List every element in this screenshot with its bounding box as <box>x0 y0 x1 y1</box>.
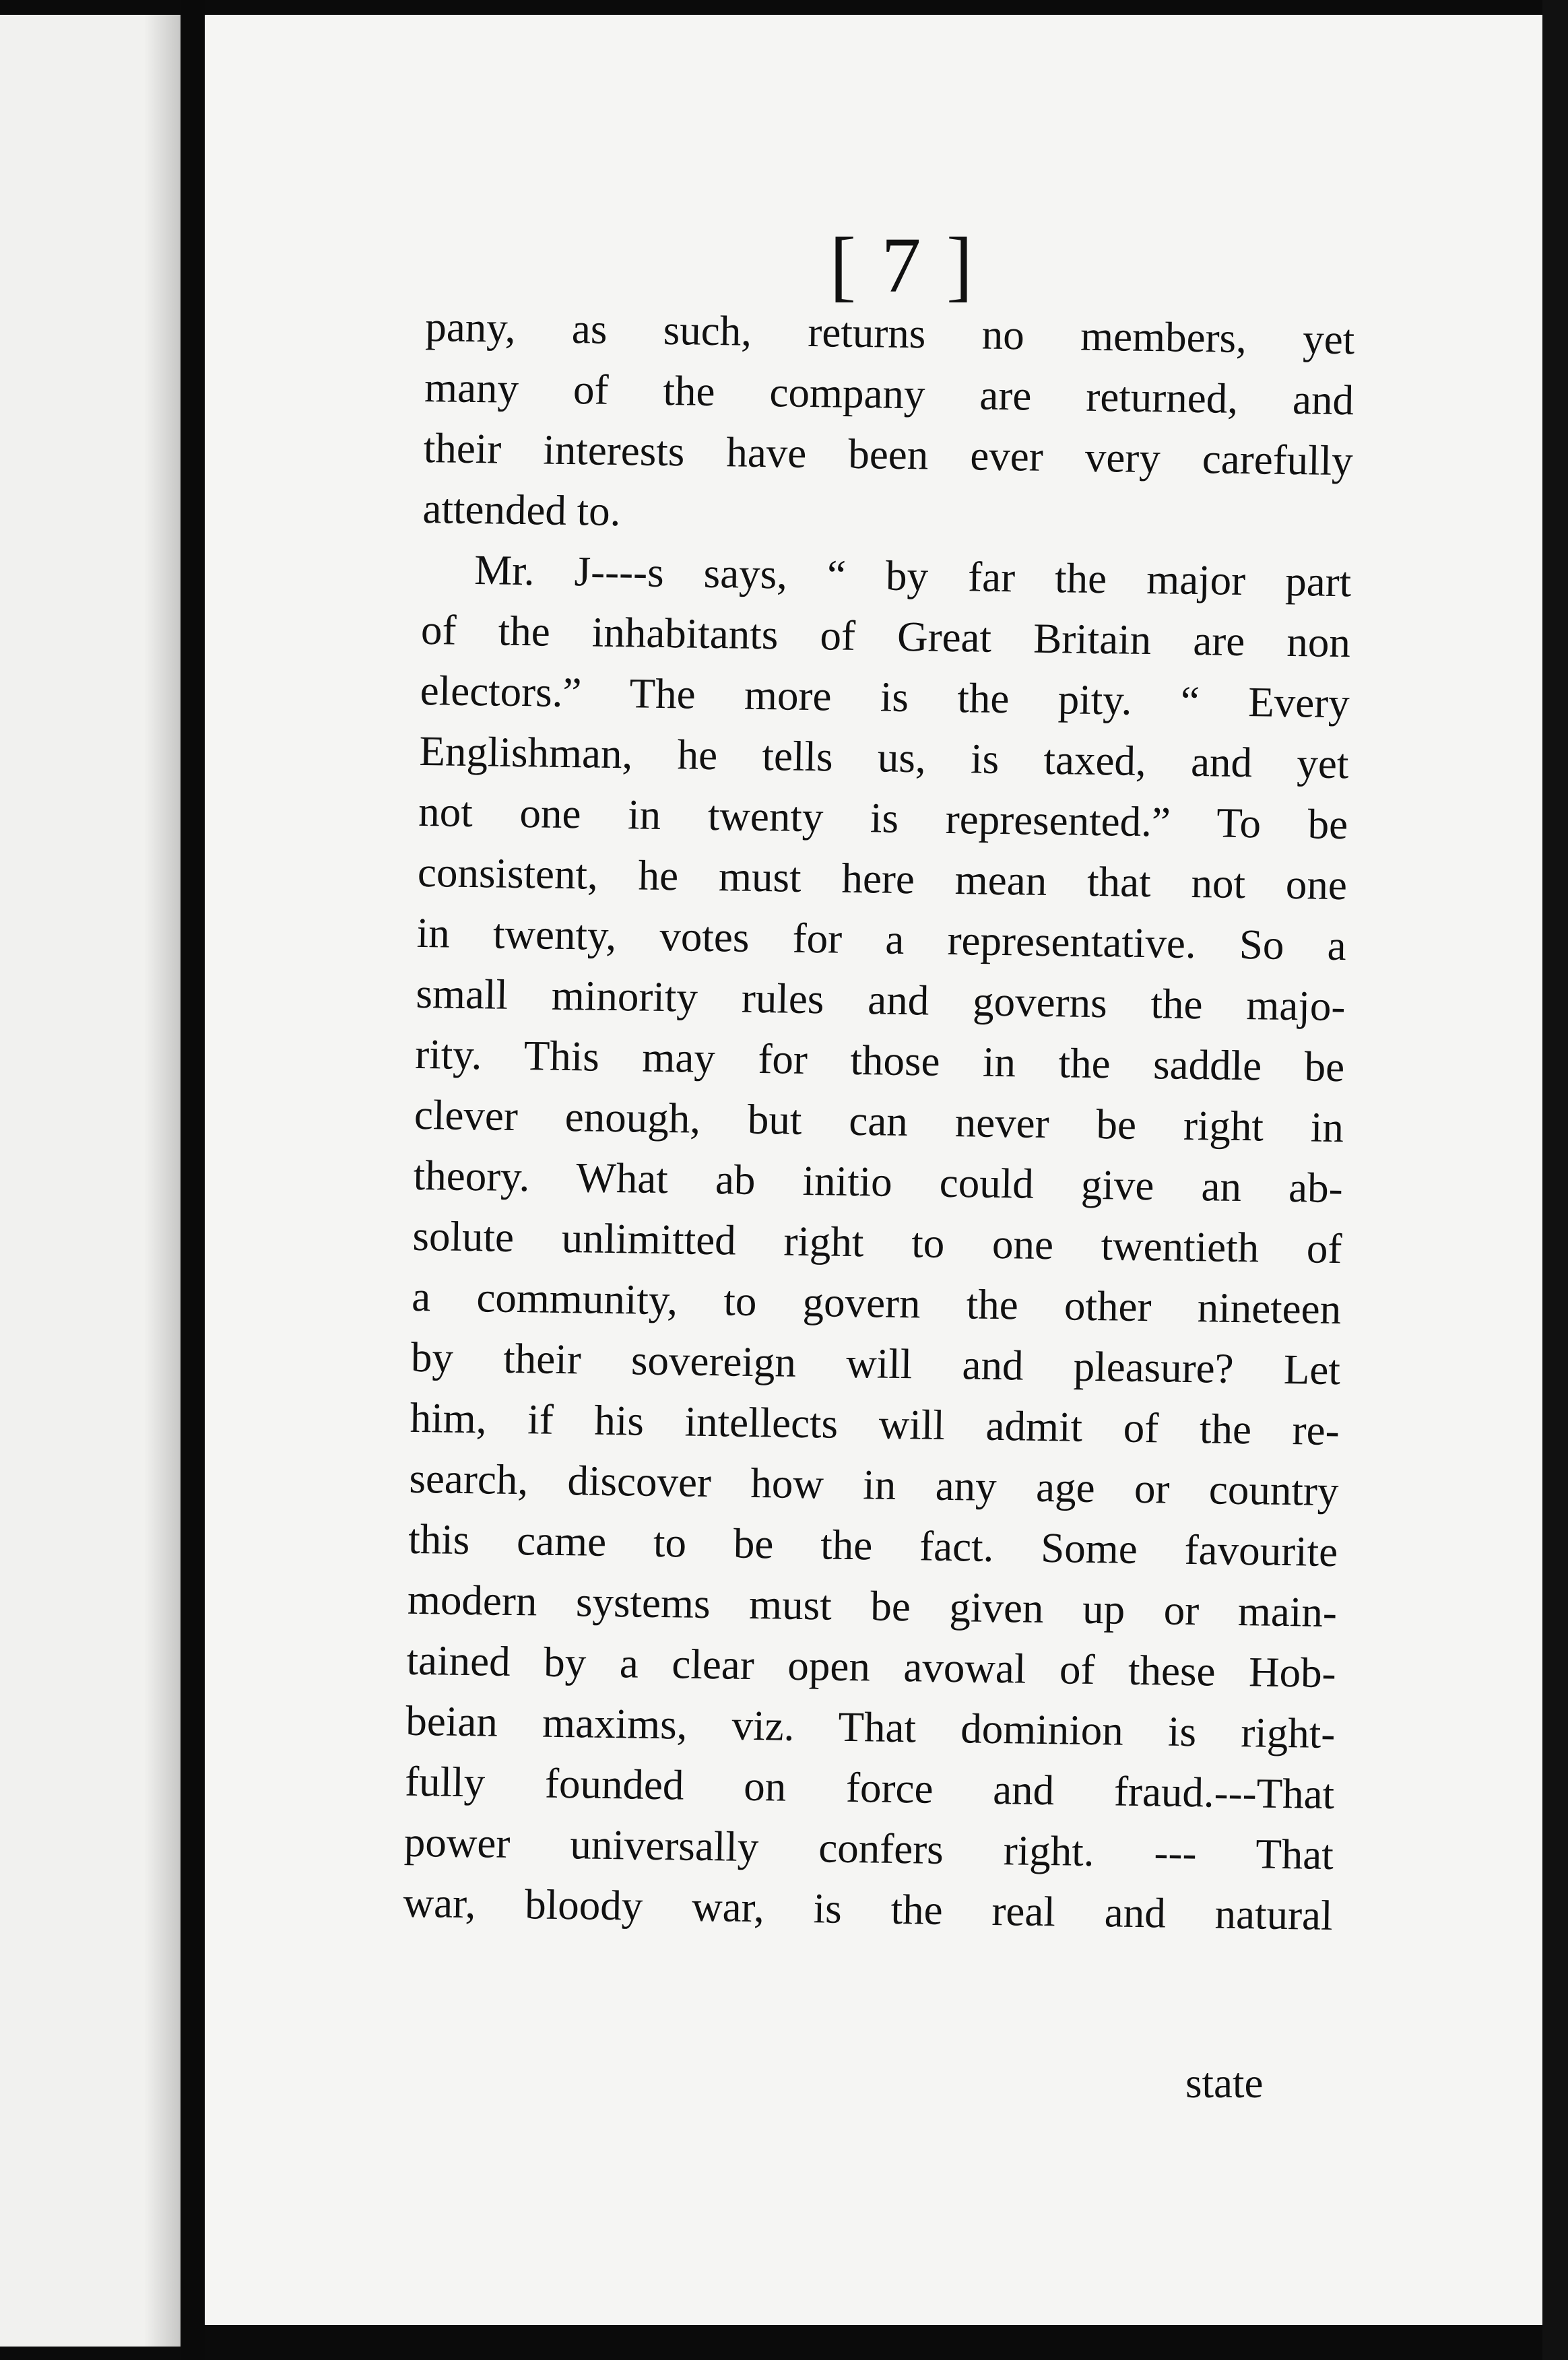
book-gutter <box>181 0 205 2360</box>
text-line: modern systems must be given up or main- <box>407 1575 1338 1637</box>
text-line: theory. What ab initio could give an ab- <box>413 1151 1344 1212</box>
text-line: consistent, he must here mean that not one <box>417 848 1348 909</box>
text-line: solute unlimitted right to one twentieth of <box>412 1212 1342 1273</box>
text-line: many of the company are returned, and <box>424 363 1354 424</box>
text-line: not one in twenty is represented.” To be <box>418 787 1348 849</box>
text-line: beian maxims, viz. That dominion is right- <box>405 1697 1336 1758</box>
page-number: [ 7 ] <box>829 221 976 309</box>
text-line: search, discover how in any age or country <box>409 1454 1339 1515</box>
text-line: clever enough, but can never be right in <box>414 1090 1344 1152</box>
text-line: a community, to govern the other nineteen <box>411 1272 1342 1334</box>
text-line: their interests have been ever very carefully <box>423 424 1354 485</box>
text-line: fully founded on force and fraud.---That <box>404 1757 1335 1818</box>
text-line: attended to. <box>422 484 621 535</box>
text-line: power universally confers right. --- That <box>403 1818 1334 1879</box>
text-line: pany, as such, returns no members, yet <box>424 302 1355 364</box>
text-line: small minority rules and governs the majo- <box>416 969 1346 1030</box>
text-line: him, if his intellects will admit of the re- <box>410 1394 1340 1455</box>
text-line: by their sovereign will and pleasure? Let <box>410 1333 1341 1394</box>
right-page-edge <box>1542 0 1568 2360</box>
text-line: Englishman, he tells us, is taxed, and yet <box>419 727 1349 788</box>
text-line: of the inhabitants of Great Britain are non <box>420 605 1351 667</box>
text-line: in twenty, votes for a representative. So a <box>416 909 1347 970</box>
body-text <box>403 296 1355 1946</box>
left-page-shadow <box>144 15 182 2347</box>
text-line: this came to be the fact. Some favourite <box>407 1515 1338 1576</box>
catchword: state <box>1185 2060 1264 2107</box>
text-line: war, bloody war, is the real and natural <box>403 1878 1334 1940</box>
text-line: Mr. J----s says, “ by far the major part <box>473 546 1352 606</box>
text-line: tained by a clear open avowal of these Hob- <box>406 1636 1337 1697</box>
text-line: electors.” The more is the pity. “ Every <box>420 666 1350 727</box>
text-line: rity. This may for those in the saddle be <box>414 1030 1345 1091</box>
